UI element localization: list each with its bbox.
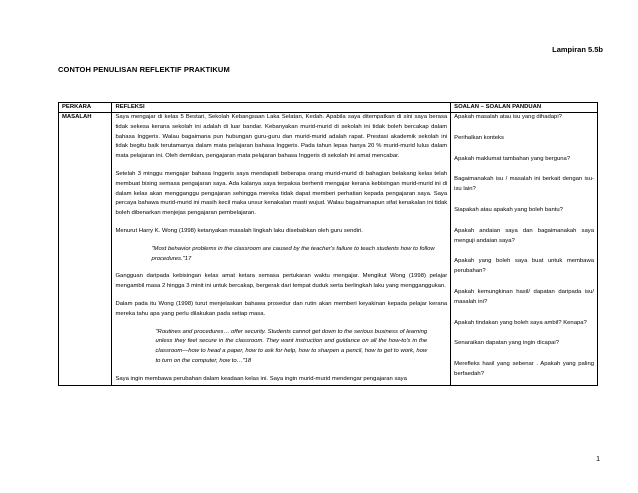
guiding-question: Apakah maklumat tambahan yang berguna?: [454, 155, 571, 162]
quote-block: "Routines and procedures… offer security. Students cannot get down to the serious business of learning unless they feel secure in the classroom. They want instruction and guidance on all the how-to's in the classroom—how to head a paper, how to ask for help, how to sharpen a pencil, how to get to work, how to turn on the computer, how to…"18: [155, 328, 428, 364]
refleksi-paragraph: Menurut Harry K. Wong (1998) ketanyakan masalah lingkah laku disebabkan oleh guru sendiri.: [115, 227, 363, 234]
refleksi-paragraph: Gangguan daripada kebisingan kelas amat ketara semasa pertukaran waktu mengajar. Mengikut Wong (1998) pelajar mengambil masa 2 hingga 3 minit ini untuk bercakap, bergerak dari tempat duduk serta berlingkah laku yang mengganggukan.: [115, 273, 448, 290]
soalan-cell: [451, 113, 598, 386]
lampiran-label: Lampiran 5.5b: [552, 45, 603, 54]
guiding-question: Apakah kemungkinan hasil/ dapatan daripada isu/ masalah ini?: [454, 288, 594, 305]
table-header-row: [59, 103, 598, 113]
row-label-masalah: [59, 113, 112, 386]
guiding-question: Apakah masalah atau isu yang dihadapi?: [454, 114, 562, 120]
guiding-question: Bagaimanakah isu / masalah ini berkait dengan isu-isu lain?: [454, 176, 594, 193]
guiding-question: Perihalkan konteks: [454, 134, 504, 141]
refleksi-paragraph: Saya mengajar di kelas 5 Bestari, Sekolah Kebangsaan Laka Selatan, Kedah. Apabila saya ditempatkan di sini saya berasa tidak sekesa kerana sekolah ini adalah di luar bandar. Kebanyakan murid-murid di sekolah ini tidak boleh bercakap dalam bahasa Inggeris. Walau bagaimana pun hubungan guru-guru dan murid-murid adalah rapat. Prestasi akademik sekolah ini tidak begitu baik terutamanya dalam mata pelajaran bahasa Inggeris. Pada tahun lepas hanya 20 % murid-murid lulus dalam mata pelajaran ini. Oleh demikian, pengajaran mata pelajaran bahasa Inggeris di sekolah ini amat mencabar.: [115, 114, 448, 160]
guiding-question: Senaraikan dapatan yang ingin dicapai?: [454, 340, 559, 347]
refleksi-paragraph: Dalam pada itu Wong (1998) turut menjelaskan bahawa prosedur dan rutin akan memberi keyakinan kepada pelajar kerana mereka tahu apa yang perlu dilakukan pada setiap masa.: [115, 300, 448, 317]
page-number: 1: [596, 456, 600, 463]
refleksi-paragraph: Setelah 3 minggu mengajar bahasa Inggeris saya mendapati beberapa orang murid-murid di bahagian belakang kelas telah membuat bising semasa pengajaran saya. Ada kalanya saya terpaksa berhenti mengajar kerana kebisingan murid-murid ini di dalam kelas akan mengganggu pengajaran sehingga mereka tidak dapat memberi perhatian kepada pengajaran saya. Saya percaya bahawa murid-murid ini masih kecil maka unsur kenakalan masti wujud. Walau bagaimanapun sifat kenakalan ini tidak boleh dibenarkan menjejas pengajaran pembelajaran.: [115, 170, 448, 217]
guiding-question: Apakah andaian saya dan bagaimanakah saya menguji andaian saya?: [454, 227, 594, 244]
refleksi-paragraph: Saya ingin membawa perubahan dalam keadaan kelas ini. Saya ingin murid-murid mendengar pengajaran saya: [115, 375, 407, 382]
guiding-question: Siapakah atau apakah yang boleh bantu?: [454, 206, 563, 213]
reflection-table: [58, 102, 598, 386]
header-refleksi: REFLEKSI: [112, 103, 451, 113]
perkara-label: MASALAH: [62, 114, 92, 120]
quote-block: "Most behavior problems in the classroom are caused by the teacher's failure to teach students how to follow procedures."17: [151, 245, 435, 262]
header-soalan: SOALAN – SOALAN PANDUAN: [451, 103, 598, 113]
table-row: [59, 113, 598, 386]
guiding-question: Apakah yang boleh saya buat untuk membawa perubahan?: [454, 258, 594, 275]
header-perkara: PERKARA: [59, 103, 112, 113]
guiding-question: Merefleks hasil yang sebenar . Apakah yang paling berfaedah?: [454, 361, 594, 377]
guiding-question: Apakah tindakan yang boleh saya ambil? Kenapa?: [454, 319, 587, 326]
refleksi-cell: [112, 113, 451, 386]
document-title: CONTOH PENULISAN REFLEKTIF PRAKTIKUM: [58, 65, 230, 74]
